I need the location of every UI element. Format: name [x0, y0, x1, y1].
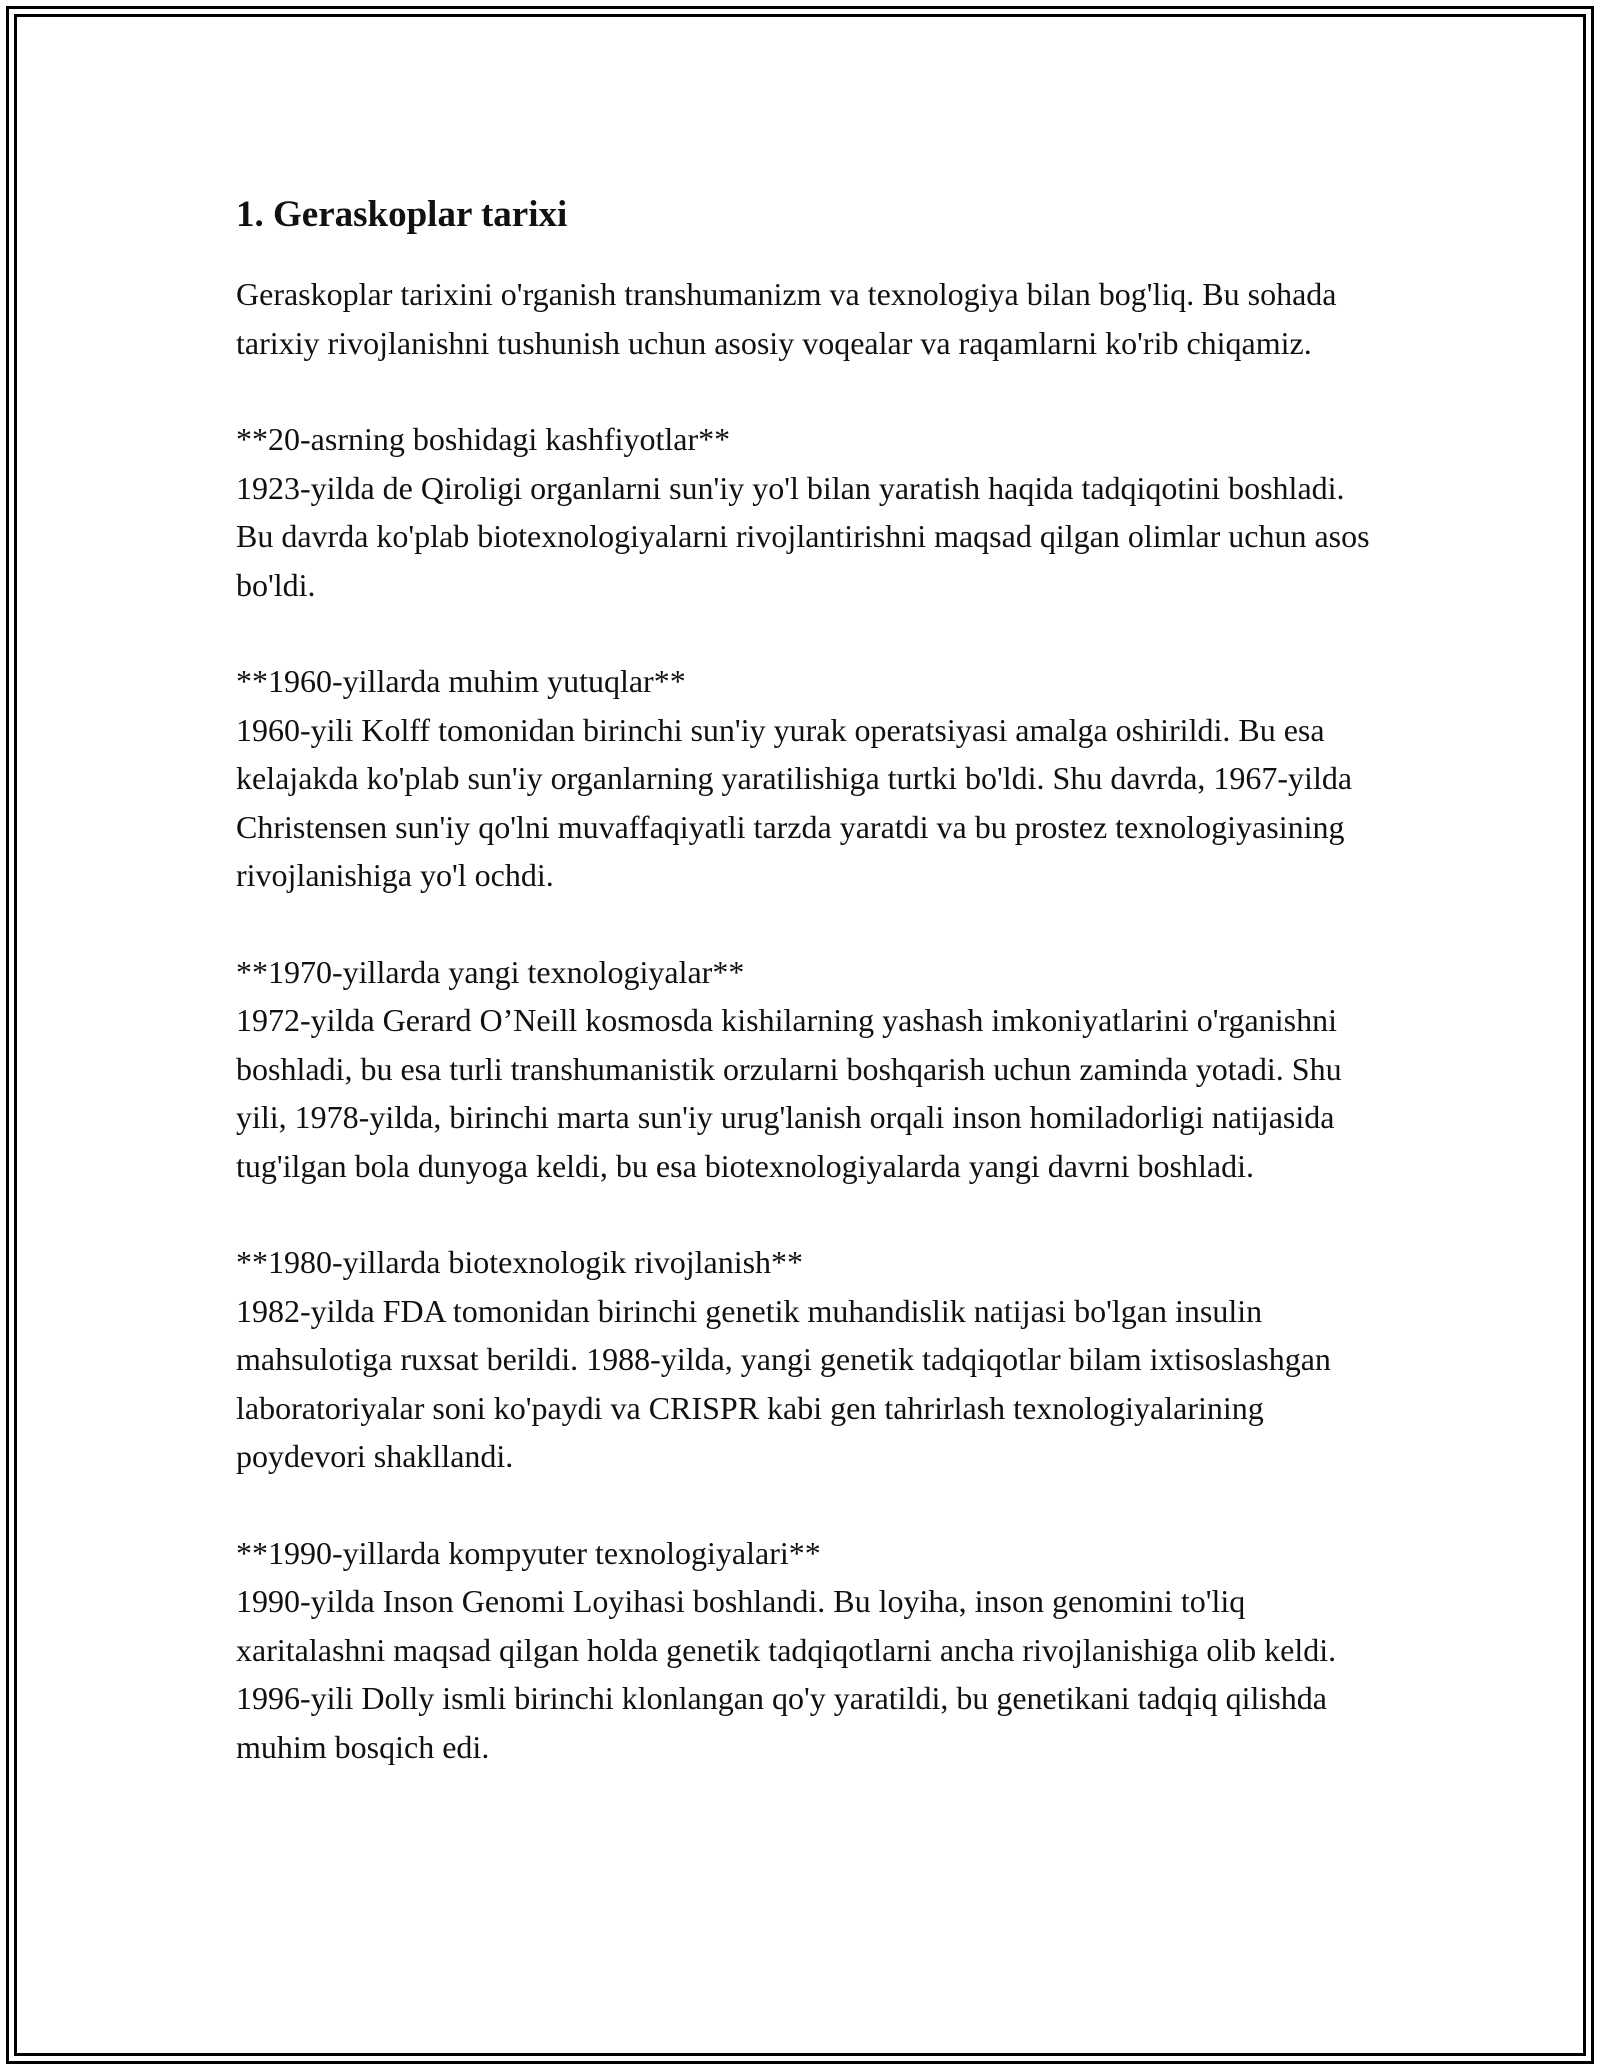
- section-body: 1982-yilda FDA tomonidan birinchi genetik muhandislik natijasi bo'lgan insulin mahsulotiga ruxsat berildi. 1988-yilda, yangi genetik tadqiqotlar bilam ixtisoslashgan laboratoriyalar soni ko'paydi va CRISPR kabi gen tahrirlash texnologiyalarining poydevori shakllandi.: [236, 1292, 1331, 1474]
- history-section-1990s: [236, 1529, 1386, 1772]
- section-title: **1960-yillarda muhim yutuqlar**: [236, 663, 686, 699]
- section-body: 1990-yilda Inson Genomi Loyihasi boshlandi. Bu loyiha, inson genomini to'liq xaritalashni maqsad qilgan holda genetik tadqiqotlarni ancha rivojlanishiga olib keldi. 1996-yili Dolly ismli birinchi klonlangan qo'y yaratildi, bu genetikani tadqiq qilishda muhim bosqich edi.: [236, 1583, 1337, 1765]
- intro-paragraph: Geraskoplar tarixini o'rganish transhumanizm va texnologiya bilan bog'liq. Bu sohada tarixiy rivojlanishni tushunish uchun asosiy voqealar va raqamlarni ko'rib chiqamiz.: [236, 276, 1337, 361]
- section-heading: 1. Geraskoplar tarixi: [236, 194, 568, 235]
- document-content: [236, 188, 1386, 1819]
- section-body: 1923-yilda de Qiroligi organlarni sun'iy yo'l bilan yaratish haqida tadqiqotini boshladi. Bu davrda ko'plab biotexnologiyalarni rivojlantirishni maqsad qilgan olimlar uchun asos bo'ldi.: [236, 469, 1370, 603]
- section-title: **1970-yillarda yangi texnologiyalar**: [236, 953, 745, 990]
- section-title: **20-asrning boshidagi kashfiyotlar**: [236, 421, 731, 457]
- section-body: 1972-yilda Gerard O’Neill kosmosda kishilarning yashash imkoniyatlarini o'rganishni boshladi, bu esa turli transhumanistik orzularni boshqarish uchun zaminda yotadi. Shu yili, 1978-yilda, birinchi marta sun'iy urug'lanish orqali inson homiladorligi natijasida tug'ilgan bola dunyoga keldi, bu esa biotexnologiyalarda yangi davrni boshladi.: [236, 1002, 1342, 1184]
- section-body: 1960-yili Kolff tomonidan birinchi sun'iy yurak operatsiyasi amalga oshirildi. Bu esa kelajakda ko'plab sun'iy organlarning yaratilishiga turtki bo'ldi. Shu davrda, 1967-yilda Christensen sun'iy qo'lni muvaffaqiyatli tarzda yaratdi va bu prostez texnologiyasining rivojlanishiga yo'l ochdi.: [236, 711, 1353, 893]
- history-section-1960s: [236, 657, 1386, 900]
- section-title: **1980-yillarda biotexnologik rivojlanish**: [236, 1244, 804, 1280]
- history-section-1970s: [236, 948, 1386, 1191]
- history-section-early-20th-century: [236, 415, 1386, 609]
- history-section-1980s: [236, 1238, 1386, 1481]
- section-title: **1990-yillarda kompyuter texnologiyalari**: [236, 1534, 821, 1571]
